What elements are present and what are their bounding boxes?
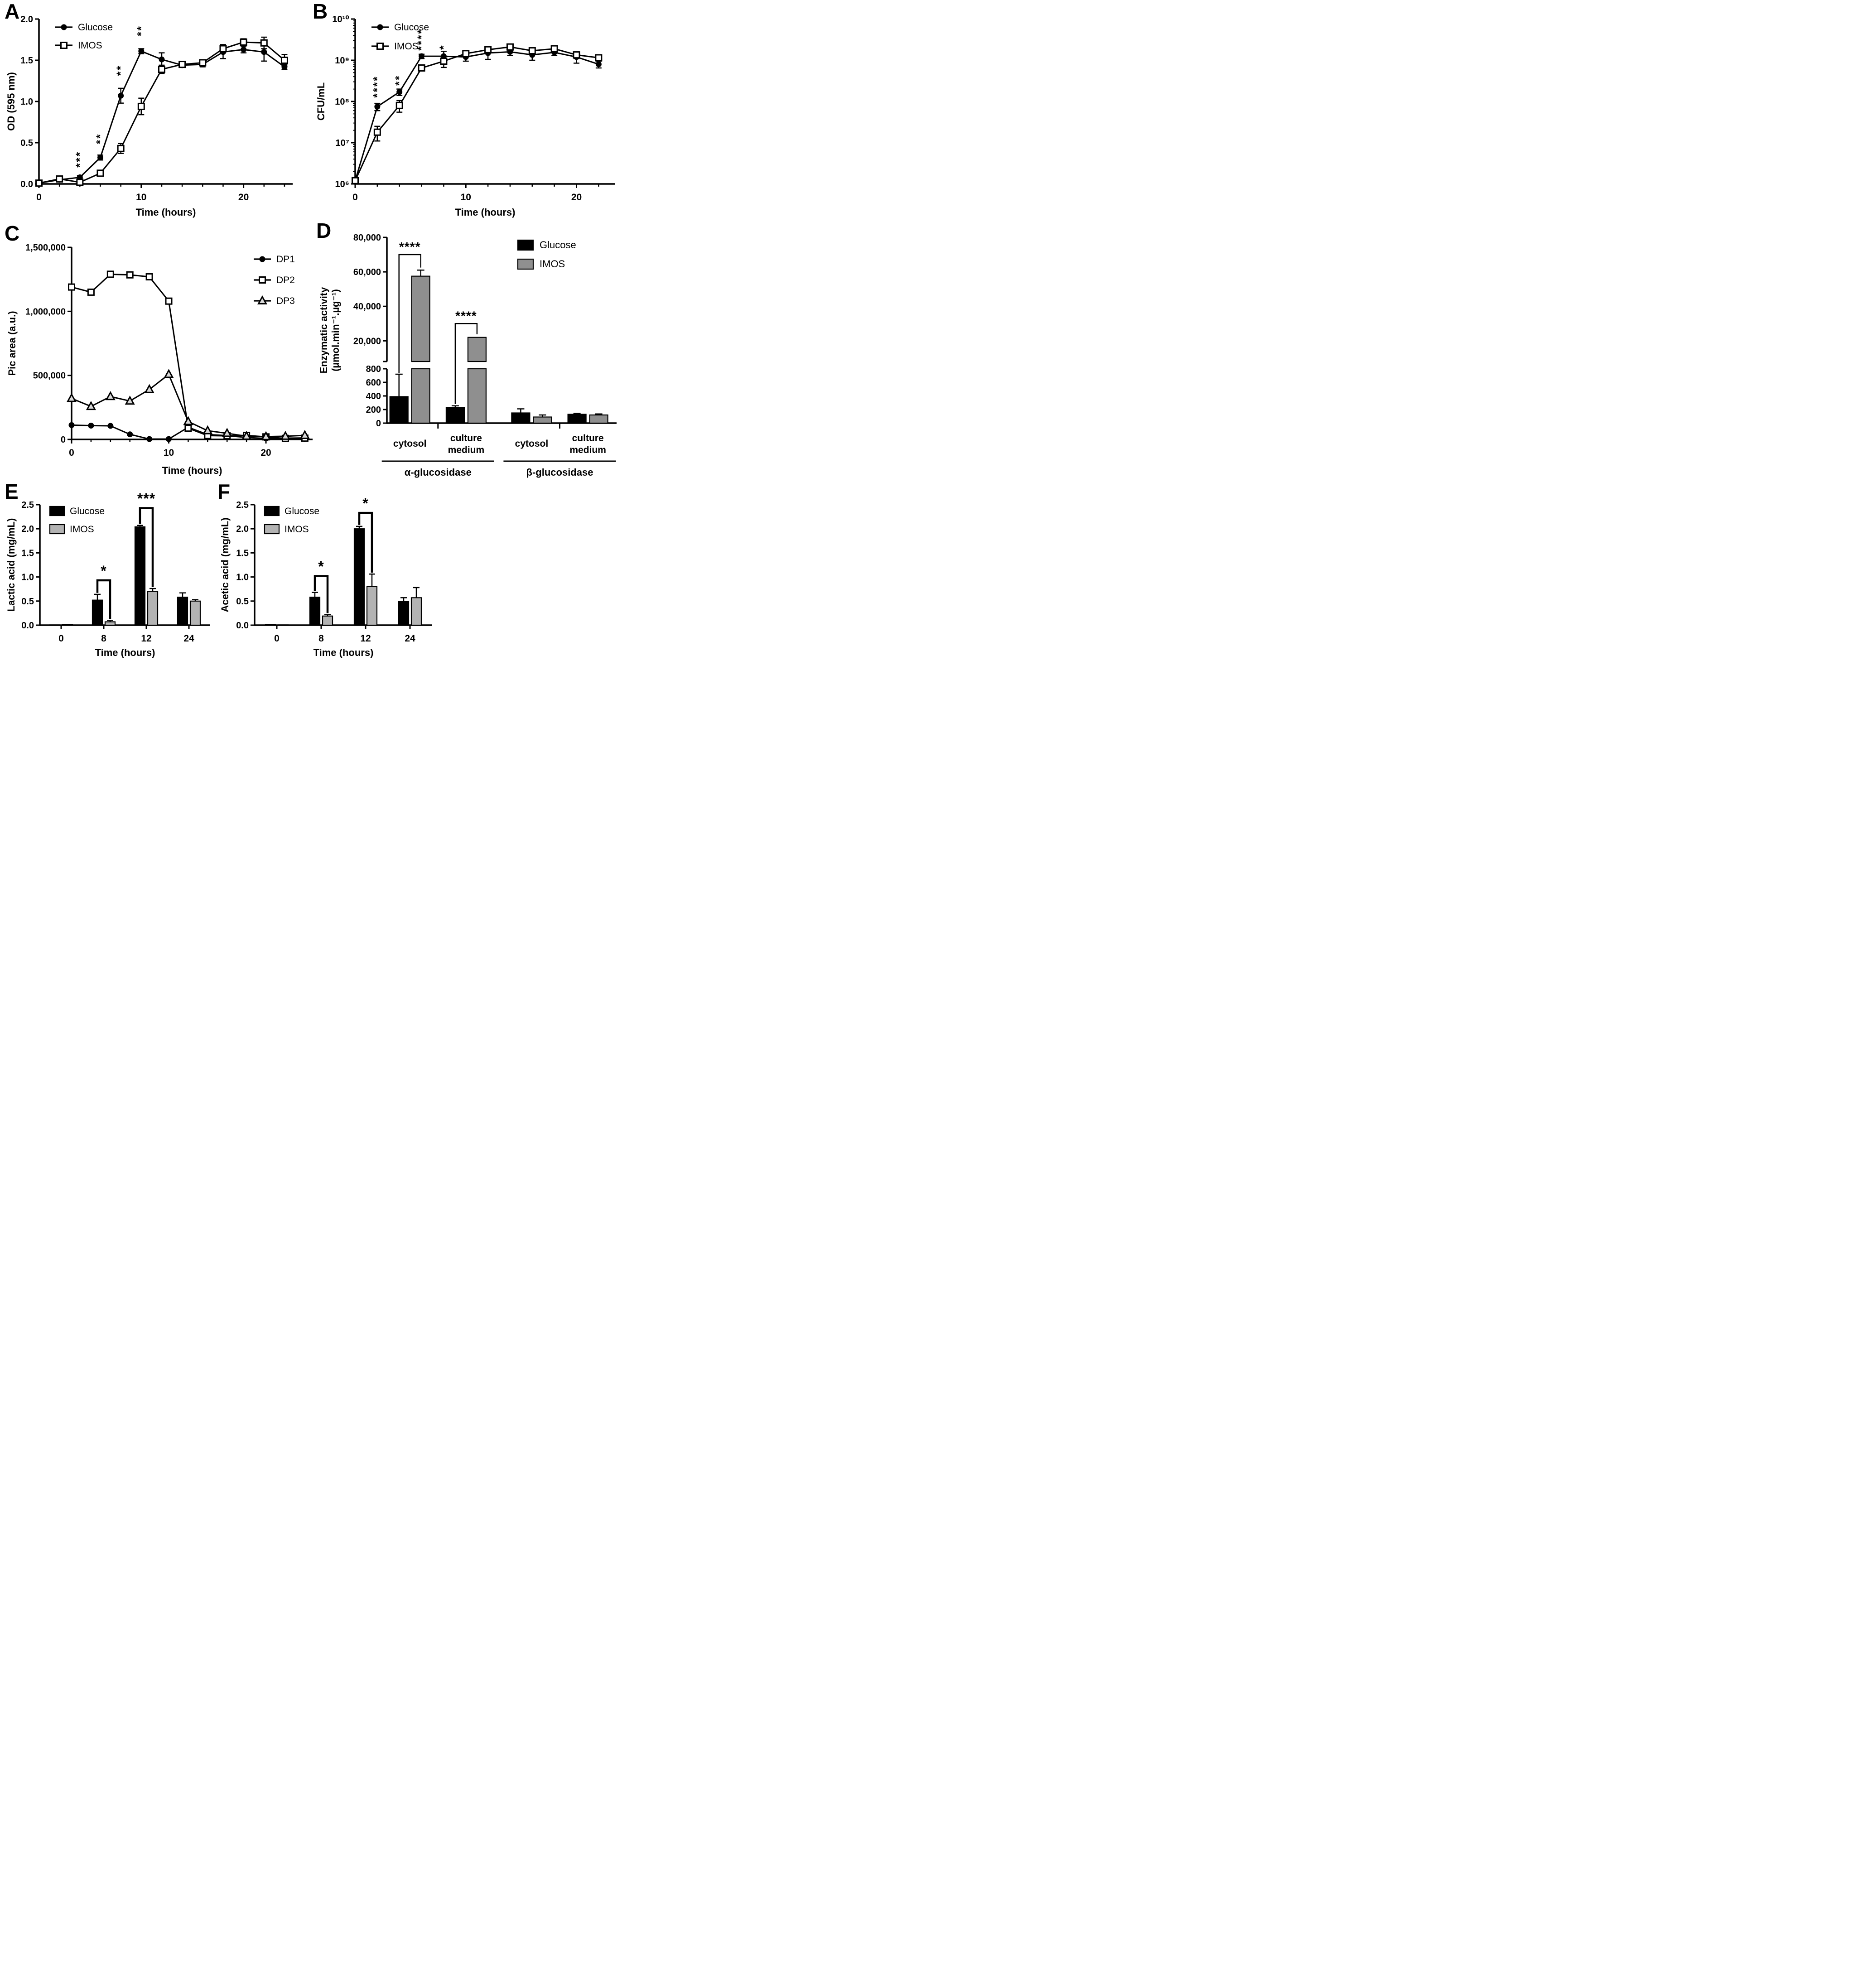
svg-text:Lactic acid (mg/mL): Lactic acid (mg/mL) [5,518,17,612]
svg-text:Glucose: Glucose [70,506,105,516]
svg-text:0.0: 0.0 [236,621,249,631]
panel-e-letter: E [5,480,19,503]
svg-text:20: 20 [571,192,582,203]
svg-text:8: 8 [101,633,106,644]
svg-text:1.0: 1.0 [21,572,34,583]
panel-a-letter: A [5,0,20,23]
panel-f-acetic-acid-chart [217,484,439,661]
svg-text:culture: culture [572,433,604,444]
svg-text:DP2: DP2 [276,275,295,285]
svg-text:****: **** [415,28,428,51]
svg-text:Time (hours): Time (hours) [455,207,516,218]
panel-d-letter: D [316,219,332,242]
svg-text:Glucose: Glucose [394,22,429,33]
svg-text:****: **** [371,75,384,98]
svg-text:2.0: 2.0 [21,524,34,535]
svg-text:*: * [362,495,369,512]
svg-text:Time (hours): Time (hours) [313,647,374,658]
svg-text:2.0: 2.0 [20,14,33,24]
svg-text:10¹⁰: 10¹⁰ [332,14,349,24]
svg-text:40,000: 40,000 [353,302,381,312]
svg-text:IMOS: IMOS [285,524,309,535]
svg-text:400: 400 [366,391,381,401]
svg-text:1.0: 1.0 [236,572,249,583]
svg-text:0: 0 [376,419,381,429]
svg-text:200: 200 [366,405,381,415]
svg-text:2.5: 2.5 [21,500,34,510]
svg-text:0: 0 [58,633,64,644]
svg-text:Glucose: Glucose [78,22,113,33]
svg-text:20: 20 [238,192,249,203]
svg-text:**: ** [135,25,148,36]
panel-a-growth-od-chart [4,4,303,221]
panel-f [217,480,439,661]
svg-text:0: 0 [274,633,280,644]
svg-text:10⁸: 10⁸ [335,97,349,107]
svg-text:Time (hours): Time (hours) [135,207,196,218]
panel-e-lactic-acid-chart [4,484,217,661]
svg-text:20,000: 20,000 [353,336,381,347]
svg-text:**: ** [115,64,127,76]
svg-text:α-glucosidase: α-glucosidase [404,467,472,478]
svg-text:(µmol.min⁻¹.µg⁻¹): (µmol.min⁻¹.µg⁻¹) [330,289,341,371]
svg-text:1.0: 1.0 [20,97,33,107]
svg-text:CFU/mL: CFU/mL [315,82,327,121]
panel-d-enzymatic-activity-chart [315,223,623,495]
svg-text:OD (595 nm): OD (595 nm) [5,72,17,131]
svg-text:0.0: 0.0 [21,621,34,631]
svg-text:medium: medium [448,445,485,455]
multi-panel-figure [0,0,628,665]
svg-text:500,000: 500,000 [33,371,66,381]
svg-text:cytosol: cytosol [515,439,549,449]
svg-text:cytosol: cytosol [393,439,427,449]
svg-text:10⁶: 10⁶ [335,179,349,189]
svg-text:10: 10 [460,192,471,203]
panel-b-cfu-chart [312,4,624,221]
svg-text:*: * [318,558,324,575]
svg-text:2.5: 2.5 [236,500,249,510]
panel-a [4,0,303,221]
svg-text:800: 800 [366,364,381,374]
svg-text:culture: culture [450,433,482,444]
svg-text:IMOS: IMOS [78,40,102,51]
svg-text:**: ** [393,74,406,86]
svg-text:Acetic acid (mg/mL): Acetic acid (mg/mL) [219,517,231,612]
svg-text:1,000,000: 1,000,000 [25,307,66,317]
svg-text:1.5: 1.5 [236,548,249,559]
svg-text:0.5: 0.5 [20,138,33,148]
svg-text:β-glucosidase: β-glucosidase [526,467,593,478]
svg-text:10: 10 [163,448,174,458]
svg-text:0: 0 [352,192,358,203]
panel-d [315,219,623,495]
panel-b-letter: B [313,0,328,23]
panel-c-letter: C [5,222,20,245]
svg-text:0.5: 0.5 [21,596,34,607]
svg-text:***: *** [137,490,156,507]
svg-text:Time (hours): Time (hours) [95,647,155,658]
svg-text:IMOS: IMOS [540,258,565,270]
svg-text:80,000: 80,000 [353,233,381,243]
svg-text:24: 24 [405,633,415,644]
svg-text:****: **** [455,309,477,323]
svg-text:0: 0 [36,192,42,203]
panel-c-pic-area-chart [4,226,321,479]
svg-text:medium: medium [569,445,606,455]
svg-text:10⁹: 10⁹ [335,56,349,66]
svg-text:10⁷: 10⁷ [335,138,349,148]
svg-text:IMOS: IMOS [394,41,419,52]
panel-e [4,480,217,661]
panel-f-letter: F [217,480,231,503]
svg-text:**: ** [94,133,106,145]
svg-text:1.5: 1.5 [21,548,34,559]
svg-text:1,500,000: 1,500,000 [25,243,66,253]
svg-text:0.0: 0.0 [20,179,33,189]
svg-text:12: 12 [141,633,152,644]
svg-text:*: * [101,563,107,579]
svg-text:0: 0 [60,435,66,445]
svg-text:Glucose: Glucose [285,506,320,516]
svg-text:DP1: DP1 [276,254,295,265]
svg-text:8: 8 [318,633,324,644]
svg-text:Enzymatic activity: Enzymatic activity [318,287,329,374]
svg-text:Time (hours): Time (hours) [162,465,222,476]
svg-text:IMOS: IMOS [70,524,94,535]
svg-text:20: 20 [260,448,271,458]
svg-text:*: * [437,44,450,50]
svg-text:***: *** [73,150,86,168]
svg-text:Pic area (a.u.): Pic area (a.u.) [6,311,18,376]
panel-c [4,222,321,479]
svg-text:12: 12 [360,633,371,644]
svg-text:0.5: 0.5 [236,596,249,607]
svg-text:1.5: 1.5 [20,56,33,66]
svg-text:2.0: 2.0 [236,524,249,535]
panel-b [312,0,624,221]
svg-text:Glucose: Glucose [540,239,576,251]
svg-text:10: 10 [136,192,147,203]
svg-text:600: 600 [366,378,381,388]
svg-text:60,000: 60,000 [353,267,381,278]
svg-text:0: 0 [69,448,74,458]
svg-text:24: 24 [183,633,194,644]
svg-text:DP3: DP3 [276,296,295,306]
svg-text:****: **** [399,240,421,254]
